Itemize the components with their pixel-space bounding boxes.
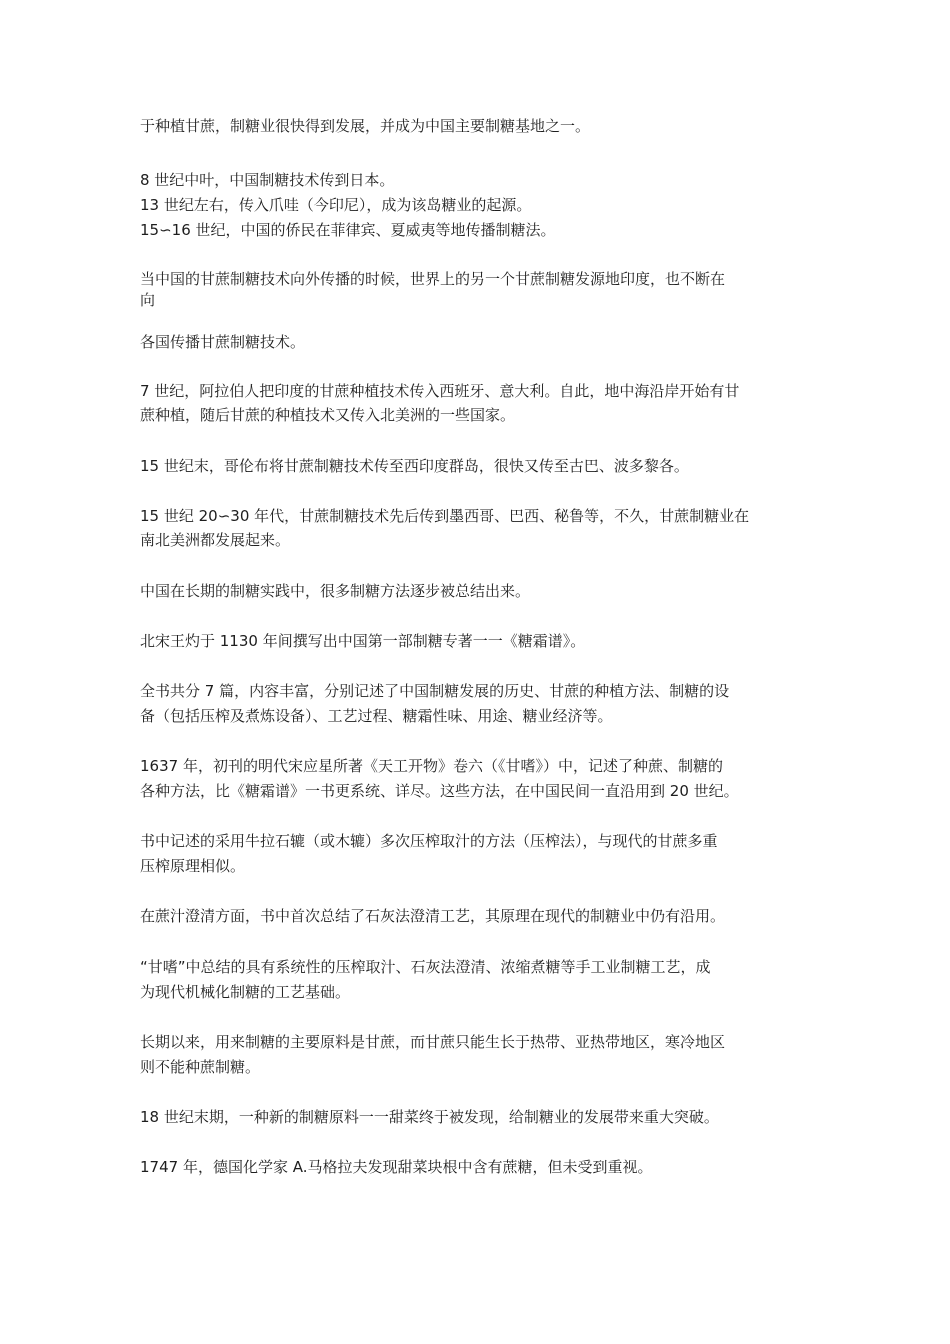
text-line: 中国在长期的制糖实践中，很多制糖方法逐步被总结出来。 — [140, 582, 531, 600]
text-line: 于种植甘蔗，制糖业很快得到发展，并成为中国主要制糖基地之一。 — [140, 117, 591, 135]
text-line: 为现代机械化制糖的工艺基础。 — [140, 983, 351, 1001]
text-line: 备（包括压榨及煮炼设备）、工艺过程、糖霜性味、用途、糖业经济等。 — [140, 707, 613, 725]
text-line: 向 — [140, 291, 156, 309]
text-line: 北宋王灼于 1130 年间撰写出中国第一部制糖专著一一《糖霜谱》。 — [140, 632, 586, 650]
text-line: 各国传播甘蔗制糖技术。 — [140, 333, 306, 351]
text-line: 1747 年，德国化学家 A.马格拉夫发现甜菜块根中含有蔗糖，但未受到重视。 — [140, 1158, 653, 1176]
text-line: “甘嗜”中总结的具有系统性的压榨取汁、石灰法澄清、浓缩煮糖等手工业制糖工艺，成 — [140, 958, 711, 976]
text-line: 蔗种植，随后甘蔗的种植技术又传入北美洲的一些国家。 — [140, 406, 516, 424]
text-line: 全书共分 7 篇，内容丰富，分别记述了中国制糖发展的历史、甘蔗的种植方法、制糖的设 — [140, 682, 730, 700]
text-line: 当中国的甘蔗制糖技术向外传播的时候，世界上的另一个甘蔗制糖发源地印度，也不断在 — [140, 270, 726, 288]
text-line: 13 世纪左右，传入爪哇（今印尼），成为该岛糖业的起源。 — [140, 196, 532, 214]
text-line: 各种方法，比《糖霜谱》一书更系统、详尽。这些方法，在中国民间一直沿用到 20 世纪。 — [140, 782, 739, 800]
text-line: 7 世纪，阿拉伯人把印度的甘蔗种植技术传入西班牙、意大利。自此，地中海沿岸开始有甘 — [140, 382, 740, 400]
text-line: 1637 年，初刊的明代宋应星所著《天工开物》卷六（《甘嗜》）中，记述了种蔗、制糖的 — [140, 757, 723, 775]
text-line: 长期以来，用来制糖的主要原料是甘蔗，而甘蔗只能生长于热带、亚热带地区，寒冷地区 — [140, 1033, 726, 1051]
text-line: 在蔗汁澄清方面，书中首次总结了石灰法澄清工艺，其原理在现代的制糖业中仍有沿用。 — [140, 907, 726, 925]
text-line: 15 世纪末，哥伦布将甘蔗制糖技术传至西印度群岛，很快又传至古巴、波多黎各。 — [140, 457, 689, 475]
text-line: 15 世纪 20∽30 年代，甘蔗制糖技术先后传到墨西哥、巴西、秘鲁等，不久，甘蔗制糖业在 — [140, 507, 750, 525]
text-line: 15∽16 世纪，中国的侨民在菲律宾、夏威夷等地传播制糖法。 — [140, 221, 556, 239]
text-line: 书中记述的采用牛拉石辘（或木辘）多次压榨取汁的方法（压榨法），与现代的甘蔗多重 — [140, 832, 718, 850]
text-line: 南北美洲都发展起来。 — [140, 531, 291, 549]
text-line: 18 世纪末期，一种新的制糖原料一一甜菜终于被发现，给制糖业的发展带来重大突破。 — [140, 1108, 719, 1126]
text-line: 压榨原理相似。 — [140, 857, 246, 875]
text-line: 则不能种蔗制糖。 — [140, 1058, 261, 1076]
text-line: 8 世纪中叶，中国制糖技术传到日本。 — [140, 171, 395, 189]
